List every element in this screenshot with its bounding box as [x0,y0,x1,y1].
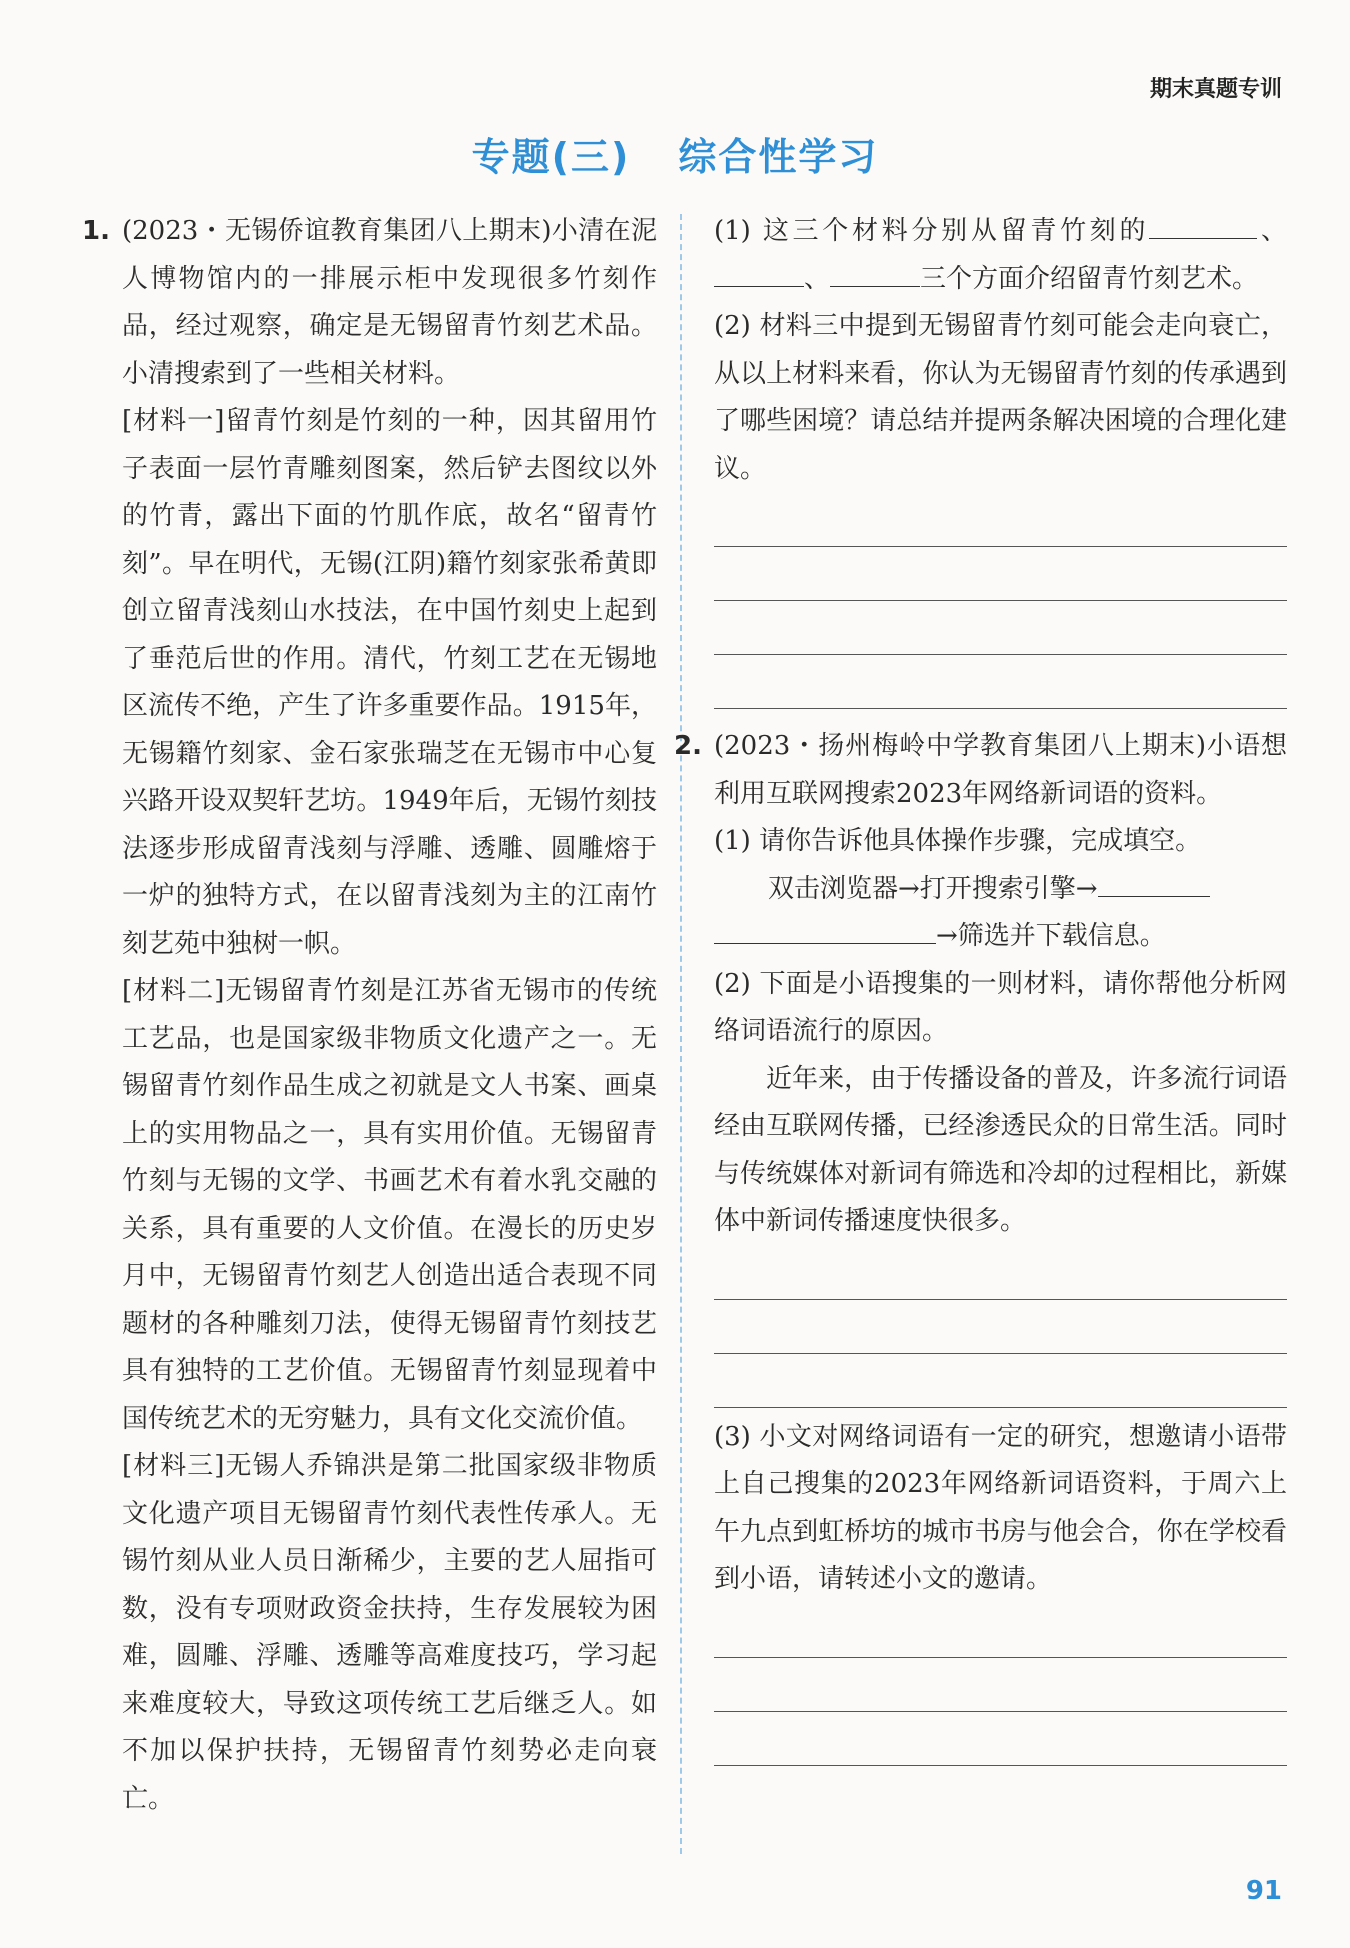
answer-blank-2[interactable] [714,256,804,287]
answer-blank-1[interactable] [1149,208,1257,239]
answer-line[interactable] [714,1712,1287,1766]
material-2-label: [材料二] [122,976,225,1006]
q2-sub2: (2) 下面是小语搜集的一则材料，请你帮他分析网络词语流行的原因。 [714,968,1287,1046]
answer-blank-3[interactable] [830,256,920,287]
material-1-text: 留青竹刻是竹刻的一种，因其留用竹子表面一层竹青雕刻图案，然后铲去图纹以外的竹青，露出下面的竹肌作底，故名“留青竹刻”。早在明代，无锡(江阴)籍竹刻家张希黄即创立留青浅刻山水技法，在中国竹刻史上起到了垂范后世的作用。清代，竹刻工艺在无锡地区流传不绝，产生了许多重要作品。1915年，无锡籍竹刻家、金石家张瑞芝在无锡市中心复兴路开设双契轩艺坊。1949年后，无锡竹刻技法逐步形成留青浅刻与浮雕、透雕、圆雕熔于一炉的独特方式，在以留青浅刻为主的江南竹刻艺苑中独树一帜。 [122,406,657,959]
answer-line[interactable] [714,655,1287,709]
page-title [0,126,1350,181]
question-2 [674,723,1287,818]
q2-answer-area-2[interactable] [714,1604,1287,1766]
q2-flow-text-a: 双击浏览器→打开搜索引擎→ [768,873,1098,904]
answer-line[interactable] [714,1300,1287,1354]
column-divider [680,214,682,1854]
question-1 [82,208,657,1823]
answer-line[interactable] [714,1246,1287,1300]
material-1 [122,398,657,968]
q2-flow-line-1 [714,866,1287,914]
left-column [82,208,657,1823]
answer-blank-5[interactable] [714,913,936,944]
q2-sub3: (3) 小文对网络词语有一定的研究，想邀请小语带上自己搜集的2023年网络新词语资料，于周六上午九点到虹桥坊的城市书房与他会合，你在学校看到小语，请转述小文的邀请。 [714,1421,1287,1594]
answer-line[interactable] [714,1604,1287,1658]
q1-sub1-text-a: (1) 这三个材料分别从留青竹刻的 [714,216,1150,246]
q1-sub2: (2) 材料三中提到无锡留青竹刻可能会走向衰亡，从以上材料来看，你认为无锡留青竹刻的传承遇到了哪些困境？请总结并提两条解决困境的合理化建议。 [714,311,1287,484]
question-2-intro: (2023・扬州梅岭中学教育集团八上期末)小语想利用互联网搜索2023年网络新词语的资料。 [714,731,1287,809]
q1-sub1-text-b: 三个方面介绍留青竹刻艺术。 [920,263,1259,294]
q1-answer-area[interactable] [714,493,1287,709]
q2-sub1: (1) 请你告诉他具体操作步骤，完成填空。 [714,826,1202,856]
page-number: 91 [1245,1876,1282,1906]
material-2-text: 无锡留青竹刻是江苏省无锡市的传统工艺品，也是国家级非物质文化遗产之一。无锡留青竹刻作品生成之初就是文人书案、画桌上的实用物品之一，具有实用价值。无锡留青竹刻与无锡的文学、书画艺术有着水乳交融的关系，具有重要的人文价值。在漫长的历史岁月中，无锡留青竹刻艺人创造出适合表现不同题材的各种雕刻刀法，使得无锡留青竹刻技艺具有独特的工艺价值。无锡留青竹刻显现着中国传统艺术的无穷魅力，具有文化交流价值。 [122,976,657,1434]
answer-line[interactable] [714,601,1287,655]
answer-line[interactable] [714,1354,1287,1408]
answer-line[interactable] [714,547,1287,601]
material-2 [122,968,657,1443]
material-3 [122,1443,657,1823]
material-3-label: [材料三] [122,1451,225,1481]
answer-line[interactable] [714,493,1287,547]
answer-line[interactable] [714,1658,1287,1712]
question-1-intro: (2023・无锡侨谊教育集团八上期末)小清在泥人博物馆内的一排展示柜中发现很多竹刻作品，经过观察，确定是无锡留青竹刻艺术品。小清搜索到了一些相关材料。 [122,216,657,389]
material-1-label: [材料一] [122,406,225,436]
title-part1: 专题(三) [471,135,631,179]
q2-quote: 近年来，由于传播设备的普及，许多流行词语经由互联网传播，已经渗透民众的日常生活。同时与传统媒体对新词有筛选和冷却的过程相比，新媒体中新词传播速度快很多。 [714,1063,1287,1236]
q2-flow-line-2 [714,913,1287,961]
answer-blank-4[interactable] [1098,866,1210,897]
question-2-number: 2. [674,731,702,761]
section-header: 期末真题专训 [1149,77,1282,102]
right-column [674,208,1287,1766]
question-1-number: 1. [82,216,110,246]
q1-sub1-sep-1: 、 [1257,216,1287,246]
material-3-text: 无锡人乔锦洪是第二批国家级非物质文化遗产项目无锡留青竹刻代表性传承人。无锡竹刻从业人员日渐稀少，主要的艺人屈指可数，没有专项财政资金扶持，生存发展较为困难，圆雕、浮雕、透雕等高难度技巧，学习起来难度较大，导致这项传统工艺后继乏人。如不加以保护扶持，无锡留青竹刻势必走向衰亡。 [122,1451,657,1814]
title-part2: 综合性学习 [678,135,879,179]
q1-sub1-sep-2: 、 [804,263,831,294]
q2-flow-text-b: →筛选并下载信息。 [936,921,1166,951]
q1-sub1 [714,208,1287,303]
q2-answer-area-1[interactable] [714,1246,1287,1408]
